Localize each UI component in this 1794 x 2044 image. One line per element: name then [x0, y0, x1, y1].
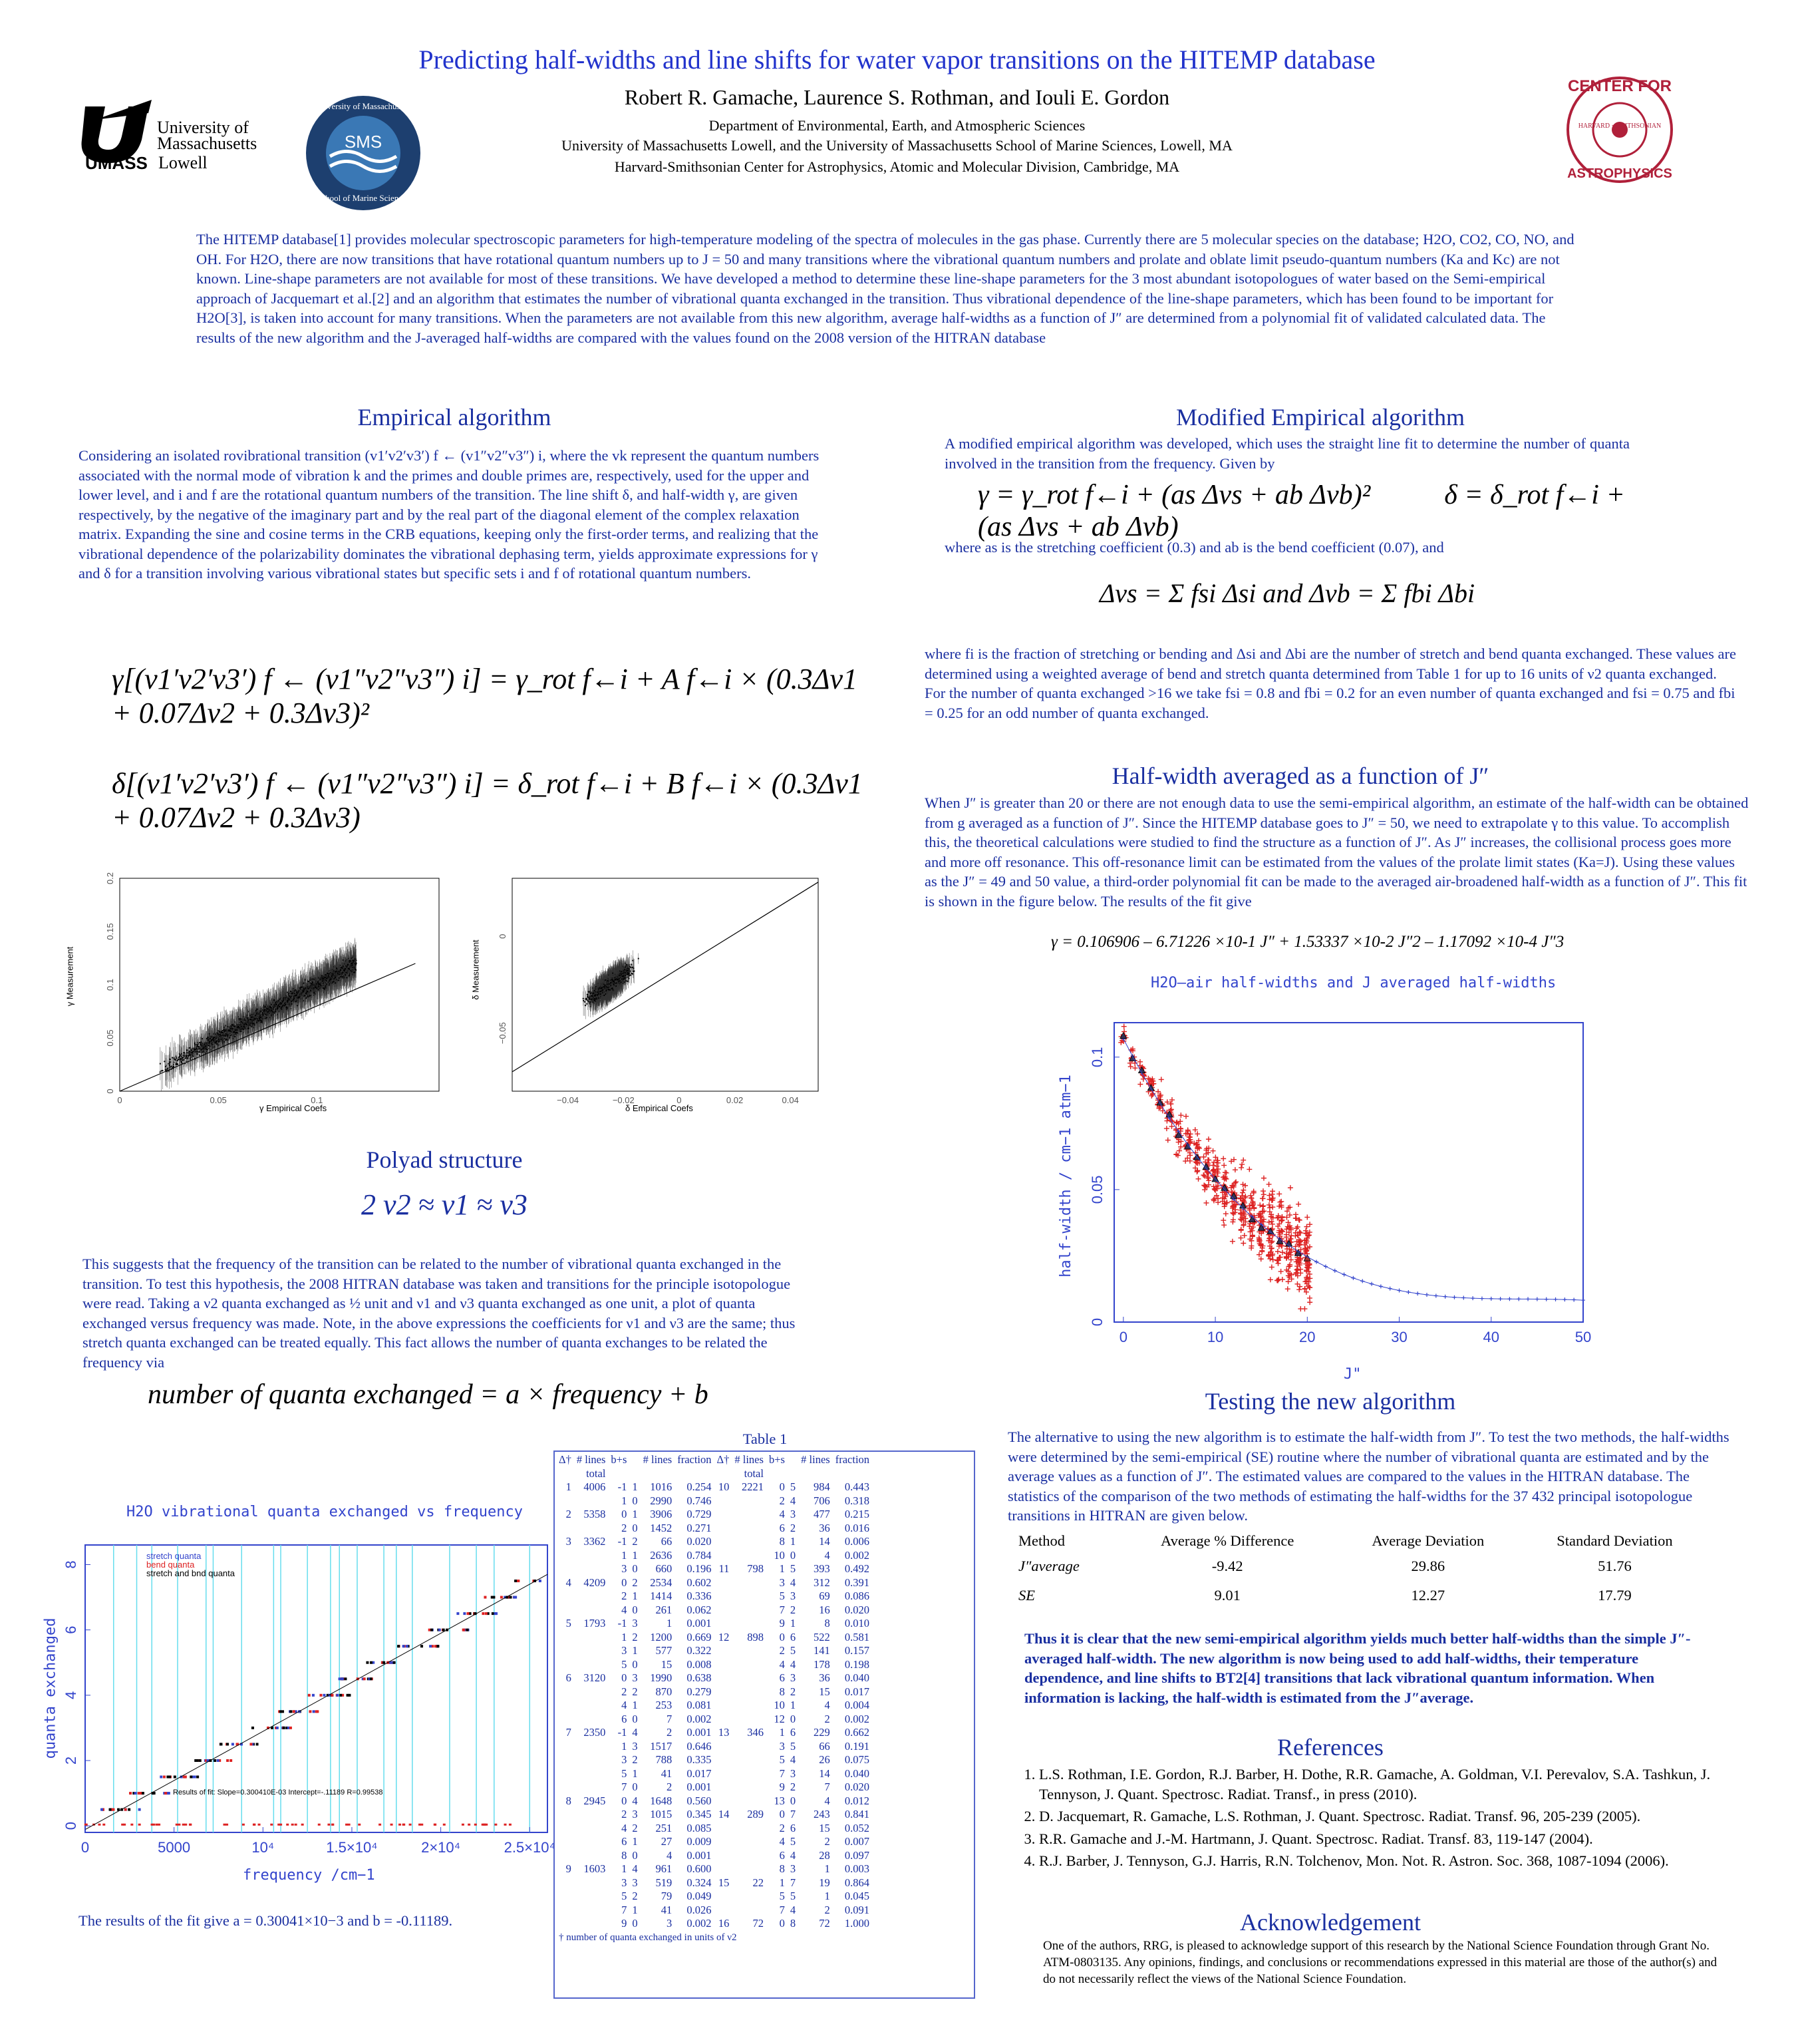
logo-text-umass: UMASS: [85, 153, 148, 173]
data-point: [285, 1004, 286, 1005]
data-point: [231, 1024, 233, 1025]
data-point: [162, 1070, 163, 1071]
data-point: [219, 1031, 220, 1033]
data-point: [171, 1066, 172, 1067]
data-point: [222, 1032, 223, 1033]
data-point: [347, 964, 349, 965]
data-point: [307, 996, 308, 997]
data-point: [317, 981, 319, 983]
data-point: [252, 1023, 253, 1024]
data-point: [350, 965, 351, 967]
data-point: [269, 1009, 270, 1011]
data-point: [317, 989, 319, 990]
scatter-gamma-xlabel: γ Empirical Coefs: [259, 1103, 327, 1113]
data-point: [197, 1053, 198, 1055]
data-point: [228, 1030, 229, 1031]
data-point: [260, 1011, 261, 1012]
scatter-gamma-xtick: 0.05: [210, 1095, 227, 1105]
data-point: [355, 969, 356, 970]
data-point: [316, 987, 317, 989]
data-point: [265, 1014, 266, 1015]
data-point: [273, 999, 275, 1001]
data-point: [204, 1044, 205, 1045]
data-point: [181, 1062, 182, 1063]
data-point: [192, 1056, 194, 1057]
data-point: [312, 985, 313, 986]
data-point: [240, 1026, 241, 1027]
data-point: [317, 983, 318, 985]
data-point: [241, 1028, 243, 1029]
data-point: [237, 1026, 239, 1027]
data-point: [220, 1039, 222, 1040]
data-point: [199, 1051, 200, 1053]
scatter-gamma-xtick: 0.1: [311, 1095, 323, 1105]
data-point: [200, 1043, 202, 1044]
sms-logo-mark: SMS: [344, 132, 382, 152]
data-point: [165, 1066, 166, 1067]
data-point: [251, 1026, 252, 1027]
data-point: [262, 1013, 263, 1015]
data-point: [234, 1036, 235, 1037]
data-point: [233, 1031, 235, 1033]
data-point: [261, 1021, 263, 1023]
data-point: [301, 986, 303, 987]
data-point: [243, 1026, 245, 1027]
empirical-heading: Empirical algorithm: [357, 404, 551, 430]
data-point: [240, 1024, 241, 1025]
data-point: [174, 1059, 175, 1060]
data-point: [353, 971, 355, 973]
data-point: [247, 1019, 249, 1021]
poster-title: Predicting half-widths and line shifts for water vapor transitions on the HITEMP database: [418, 45, 1376, 75]
cfa-text-astrophysics: ASTROPHYSICS: [1567, 166, 1672, 181]
data-point: [313, 989, 314, 991]
data-point: [343, 971, 344, 973]
data-point: [254, 1024, 255, 1025]
data-point: [195, 1049, 196, 1050]
data-point: [583, 1000, 584, 1001]
data-point: [260, 1017, 261, 1018]
empirical-text: Considering an isolated rovibrational transition (v1′v2′v3′) f ← (v1″v2″v3″) i, where the vk represent the quantum numbers associated with the normal mode of vibration k and the primes and double primes are, respectively, used for the upper and lower level, and i and f are the rotational quantum numbers of the transition. The line shift δ, and half-width γ, are given respectively, by the negative of the imaginary part and by the real part of the diagonal element of the complex relaxation matrix. Expanding the sine and cosine terms in the CRB equations, keeping only the first-order terms, and realizing that the vibrational dependence of the polarizability dominates the vibrational dephasing term, yields approximate expressions for γ and δ for a transition involving various vibrational states but specific sets i and f of rotational quantum numbers.: [78, 447, 820, 582]
data-point: [276, 1004, 277, 1005]
data-point: [267, 1008, 268, 1009]
data-point: [335, 977, 336, 978]
data-point: [176, 1056, 177, 1057]
data-point: [190, 1055, 191, 1056]
logo-text-university: University of: [157, 118, 249, 137]
data-point: [353, 959, 354, 961]
data-point: [243, 1024, 245, 1025]
data-point: [244, 1019, 245, 1021]
data-point: [226, 1035, 227, 1036]
data-point: [270, 1007, 271, 1009]
sms-logo: [303, 93, 423, 213]
data-point: [239, 1018, 241, 1019]
data-point: [191, 1050, 192, 1051]
data-point: [349, 961, 351, 962]
data-point: [187, 1049, 188, 1051]
data-point: [293, 999, 294, 1000]
data-point: [170, 1066, 171, 1067]
data-point: [259, 1018, 260, 1019]
data-point: [335, 971, 336, 972]
data-point: [160, 1063, 161, 1065]
data-point: [303, 983, 304, 984]
scatter-gamma-points: [160, 938, 357, 1091]
cfa-logo: [1557, 73, 1683, 186]
data-point: [169, 1065, 170, 1066]
scatter-gamma-xtick: 0: [117, 1095, 122, 1105]
data-point: [287, 997, 289, 999]
sms-logo-bottom-text: School of Marine Sciences: [317, 193, 410, 203]
abstract: The HITEMP database[1] provides molecular spectroscopic parameters for high-temperature modeling of the spectra of molecules in the gas phase. Currently there are 5 molecular species on the database; H2O, CO2, CO, NO, and OH. For H2O, there are now transitions that have rotational quantum numbers up to J = 50 and many transitions where the vibrational quantum numbers and prolate and oblate limit pseudo-quantum numbers (Ka and Kc) are not known. Line-shape parameters are not available for most of these transitions. We have developed a method to determine these line-shape parameters for the 3 most abundant isotopologues of water based on the Semi-empirical approach of Jacquemart et al.[2] and an algorithm that estimates the number of vibrational quanta exchanged in the transition. Thus vibrational dependence of the line-shape parameters, which has been found to be important for H2O[3], is taken into account for many transitions. When the parameters are not available from this new algorithm, average half-widths as a function of J″ are determined from a polynomial fit of validated calculated data. The results of the new algorithm and the J-averaged half-widths are compared with the values found on the 2008 version of the HITRAN database: [196, 231, 1574, 346]
scatter-delta-svg: [466, 865, 838, 1131]
data-point: [311, 983, 312, 984]
data-point: [216, 1041, 218, 1042]
data-point: [321, 975, 323, 977]
data-point: [286, 1007, 287, 1009]
data-point: [246, 1024, 247, 1025]
affiliation-a2: University of Massachusetts Lowell, and the University of Massachusetts School of Marine Sciences, Lowell, MA: [561, 137, 1233, 154]
data-point: [337, 973, 339, 974]
data-point: [184, 1059, 185, 1061]
data-point: [192, 1052, 193, 1053]
data-point: [206, 1045, 207, 1047]
data-point: [335, 982, 336, 983]
scatter-delta-plot: [466, 865, 838, 1131]
data-point: [218, 1039, 220, 1040]
data-point: [325, 985, 327, 987]
data-point: [304, 995, 305, 996]
data-point: [295, 1001, 297, 1002]
data-point: [274, 1013, 275, 1014]
data-point: [267, 1011, 269, 1012]
data-point: [214, 1037, 215, 1038]
data-point: [174, 1057, 175, 1059]
data-point: [290, 991, 291, 992]
data-point: [309, 995, 311, 996]
data-point: [168, 1063, 170, 1065]
data-point: [254, 1019, 255, 1020]
data-point: [324, 988, 325, 989]
data-point: [208, 1045, 209, 1046]
data-point: [321, 977, 322, 978]
data-point: [235, 1032, 237, 1033]
data-point: [180, 1058, 181, 1059]
data-point: [210, 1038, 211, 1039]
data-point: [291, 993, 293, 994]
data-point: [167, 1068, 168, 1069]
data-point: [299, 997, 300, 998]
data-point: [295, 995, 296, 996]
data-point: [308, 981, 309, 982]
scatter-gamma-ytick: 0.15: [105, 923, 115, 940]
data-point: [240, 1031, 241, 1032]
data-point: [176, 1057, 177, 1059]
data-point: [225, 1039, 227, 1040]
data-point: [305, 987, 306, 989]
data-point: [343, 969, 345, 971]
data-point: [258, 1020, 259, 1021]
scatter-delta-points: [583, 950, 639, 1019]
data-point: [287, 1000, 288, 1001]
umass-lowell-logo: [78, 93, 278, 173]
data-point: [188, 1055, 189, 1057]
data-point: [281, 1003, 282, 1004]
data-point: [250, 1019, 251, 1020]
affiliation-a: Department of Environmental, Earth, and Atmospheric Sciences: [708, 117, 1086, 134]
data-point: [253, 1019, 254, 1021]
data-point: [177, 1064, 178, 1065]
data-point: [345, 968, 346, 969]
data-point: [251, 1014, 252, 1015]
data-point: [300, 987, 301, 988]
scatter-gamma-ylabel: γ Measurement: [65, 946, 75, 1007]
data-point: [319, 979, 321, 980]
data-point: [277, 1008, 278, 1009]
data-point: [332, 981, 333, 983]
data-point: [208, 1037, 209, 1038]
logo-text-lowell: Lowell: [158, 153, 208, 172]
data-point: [279, 1006, 280, 1007]
data-point: [343, 965, 344, 967]
data-point: [178, 1057, 180, 1058]
data-point: [336, 967, 337, 969]
data-point: [309, 979, 311, 981]
data-point: [223, 1029, 224, 1031]
data-point: [242, 1023, 243, 1024]
data-point: [275, 1011, 276, 1012]
data-point: [223, 1041, 224, 1043]
data-point: [177, 1060, 178, 1061]
data-point: [341, 967, 343, 968]
data-point: [272, 1011, 273, 1013]
scatter-gamma-plot: [67, 865, 452, 1131]
cfa-text-harvard: HARVARD · SMITHSONIAN: [1578, 122, 1662, 130]
data-point: [170, 1059, 171, 1060]
data-point: [263, 1006, 265, 1007]
data-point: [320, 985, 321, 986]
data-point: [161, 1071, 162, 1072]
data-point: [197, 1046, 198, 1047]
data-point: [186, 1052, 188, 1053]
data-point: [312, 981, 313, 983]
scatter-gamma-svg: [67, 865, 452, 1131]
data-point: [256, 1009, 257, 1010]
scatter-gamma-ytick: 0.05: [105, 1029, 115, 1047]
data-point: [349, 975, 350, 977]
data-point: [327, 978, 328, 979]
data-point: [194, 1049, 195, 1050]
data-point: [340, 969, 341, 971]
data-point: [248, 1027, 249, 1029]
data-point: [253, 1017, 255, 1018]
data-point: [182, 1057, 184, 1058]
data-point: [327, 973, 328, 974]
data-point: [218, 1033, 219, 1035]
logo-text-massachusetts: Massachusetts: [157, 134, 257, 153]
data-point: [328, 975, 329, 976]
data-point: [251, 1017, 253, 1018]
data-point: [186, 1056, 187, 1057]
data-point: [351, 963, 352, 964]
data-point: [298, 990, 299, 991]
data-point: [263, 1011, 265, 1012]
data-point: [273, 1009, 274, 1010]
data-point: [326, 980, 327, 981]
eq-delta-empirical: δ[(v1′v2′v3′) f ← (v1″v2″v3″) i] = δ_rot f←i + B f←i × (0.3Δv1 + 0.07Δv2 + 0.3Δv3): [112, 767, 863, 834]
data-point: [353, 961, 354, 963]
scatter-gamma-ytick: 0.1: [105, 978, 115, 991]
data-point: [218, 1041, 220, 1043]
data-point: [206, 1049, 208, 1051]
data-point: [315, 985, 317, 987]
data-point: [337, 971, 338, 973]
data-point: [307, 988, 309, 989]
authors: Robert R. Gamache, Laurence S. Rothman, and Iouli E. Gordon: [624, 85, 1170, 109]
eq-gamma-empirical: γ[(v1′v2′v3′) f ← (v1″v2″v3″) i] = γ_rot f←i + A f←i × (0.3Δv1 + 0.07Δv2 + 0.3Δv3)²: [112, 663, 857, 729]
data-point: [319, 983, 320, 985]
data-point: [348, 968, 349, 969]
data-point: [313, 991, 315, 993]
cfa-text-for: FOR: [1638, 77, 1672, 95]
data-point: [289, 995, 290, 997]
data-point: [173, 1066, 174, 1067]
data-point: [255, 1010, 257, 1011]
data-point: [310, 990, 311, 991]
data-point: [355, 964, 356, 965]
sms-logo-top-text: University of Massachusetts: [314, 101, 412, 111]
data-point: [201, 1045, 202, 1047]
data-point: [219, 1036, 220, 1037]
data-point: [338, 980, 339, 981]
data-point: [210, 1036, 212, 1037]
data-point: [247, 1021, 248, 1023]
data-point: [297, 997, 299, 999]
scatter-gamma-fit-line: [120, 963, 415, 1091]
data-point: [330, 979, 331, 980]
data-point: [233, 1026, 235, 1027]
data-point: [356, 963, 357, 964]
data-point: [264, 1009, 265, 1011]
data-point: [278, 1000, 279, 1001]
data-point: [315, 987, 316, 988]
data-point: [188, 1053, 190, 1054]
data-point: [341, 976, 343, 977]
cfa-text-center: CENTER: [1567, 77, 1634, 95]
data-point: [256, 1017, 257, 1019]
data-point: [345, 974, 347, 975]
data-point: [257, 1013, 259, 1015]
data-point: [307, 991, 308, 992]
affiliation-b: Harvard-Smithsonian Center for Astrophysics, Atomic and Molecular Division, Cambridge, MA: [614, 158, 1180, 175]
data-point: [324, 977, 325, 978]
data-point: [257, 1012, 258, 1013]
scatter-gamma-ytick: 0.2: [105, 872, 115, 885]
data-point: [339, 973, 341, 975]
data-point: [345, 972, 347, 973]
data-point: [339, 971, 340, 972]
data-point: [164, 1061, 165, 1062]
scatter-gamma-ytick: 0: [105, 1089, 115, 1094]
data-point: [318, 987, 319, 989]
data-point: [229, 1035, 231, 1036]
scatter-gamma-frame: [120, 878, 439, 1091]
